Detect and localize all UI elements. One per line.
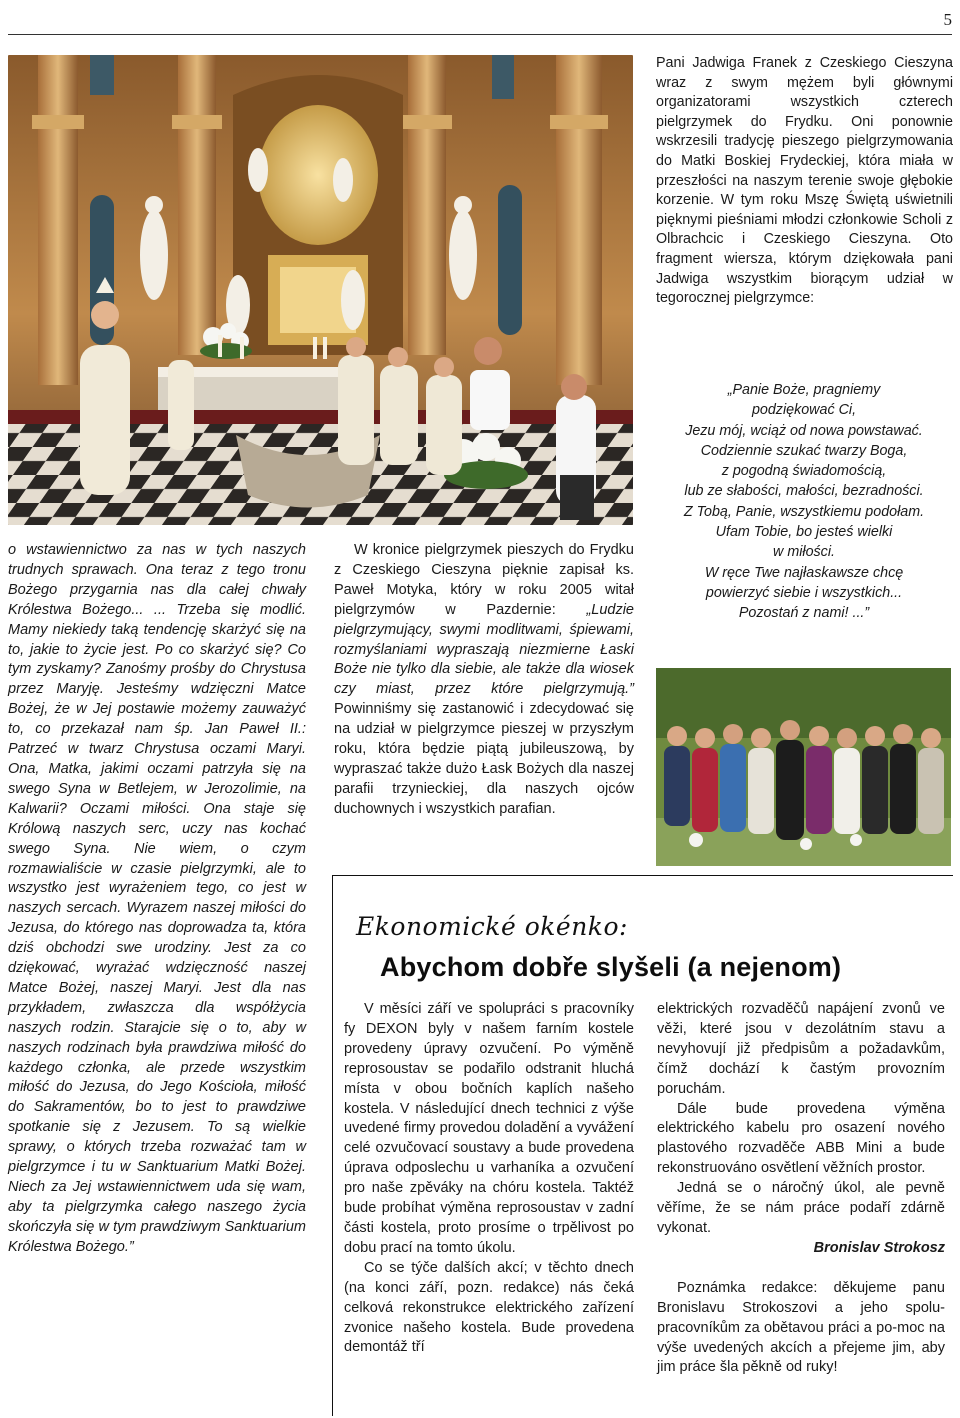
group-photo	[656, 668, 951, 866]
poem-line: W ręce Twe najłaskawsze chcę	[704, 564, 904, 581]
poem-line: Codziennie szukać twarzy Boga,	[700, 442, 908, 459]
poem	[650, 380, 958, 624]
section-headline: Abychom dobře slyšeli (a nejenom)	[380, 952, 842, 982]
section-paragraph: elektrických rozvaděčů napájení zvonů ve věži, které jsou v dezolátním stavu a nevyhovují již předpisům a požadavkům, čímž dochází k častým provozním poruchám.	[657, 1001, 945, 1097]
poem-line: powierzyć siebie i wszystkich...	[705, 584, 903, 601]
chronicle-column	[334, 541, 634, 820]
poem-line: z pogodną świadomością,	[721, 463, 887, 480]
poem-line: podziękować Ci,	[751, 402, 857, 419]
poem-line: Z Tobą, Panie, wszystkiemu podołam.	[683, 503, 925, 520]
page-number: 5	[943, 10, 952, 29]
chronicle-text-tail: Powinniśmy się zastanowić i zdecydować się na udział w pielgrzymce pieszej w przyszłym roku, która będzie piątą jubileuszową, by wypraszać także dużo Łask Bożych dla naszej parafii trzynieckiej, dla naszych ojców duchownych i wszystkich parafian.	[334, 701, 634, 817]
poem-line: Jezu mój, wciąż od nowa powstawać.	[685, 422, 923, 439]
section-paragraph: Jedná se o náročný úkol, ale pevně věříme, že se nám práce podaří zdárně vykonat.	[657, 1180, 945, 1236]
poem-line: Ufam Tobie, bo jesteś wielki	[715, 524, 893, 541]
poem-line: w miłości.	[773, 544, 835, 561]
section-paragraph: V měsíci září ve spolupráci s pracovníky fy DEXON byly v našem farním kostele provedeny úpravy ozvučení. Po výměně reprosoustav se podařilo odstranit hluchá místa v obou bočních kaplích našeho kostela. V následující dnech technici z výše uvedené firmy provedou doladění a vyvážení celé ozvučovací soustavy a bude provedena úprava odposlechu u varhaníka a ozvučení pro naše zpěváky na chóru kostela. Taktéž bude probíhat výměna reprosoustav v zadní části kostela, proto prosíme o trpělivost po dobu prací na tomto úkolu.	[344, 1001, 634, 1256]
section-paragraph: Co se týče dalších akcí; v těchto dnech (na konci září, pozn. redakce) nás čeká celková rekonstrukce elektrického zařízení zvonice našeho kostela. Bude provedena demontáž tří	[344, 1259, 634, 1356]
homily-column: o wstawiennictwo za nas w tych naszych trudnych sprawach. Ona teraz z tego tronu Bożego przygarnia nas dla całej chwały Królestwa Bożego... ... Trzeba się modlić. Mamy niekiedy taką tendencję skarżyć się na to, jakie to życie jest. Po co skarżyć się? Co tym zyskamy? Zanośmy prośby do Chrystusa przez Maryję. Jesteśmy wdzięczni Matce Bożej, że w Jej postawie możemy zauważyć to, co przekazał nam śp. Jan Paweł II.: Patrzeć w twarz Chrystusa oczami Maryi. Ona, Matka, jakimi oczami patrzyła się na swego Syna w Betlejem, w Jerozolimie, na Kalwarii? Oczami miłości. Ona staje się Królową naszych serc, uczy nas kochać swego Syna. Nie wiem, o czym rozmawialiście w czasie pielgrzymki, ale to wszystko jest wyrażeniem tego, co jest w naszych sercach. Wyrazem naszej miłości do Jezusa, do którego nas doprowadza ta, która dziś obchodzi swe urodziny. Jest za co dziękować, wyrażać wdzięczność naszej Matce Bożej, naszej Maryi. Jest dla nas przykładem, zwłaszcza dla współżycia naszych rodzin. Starajcie się o to, aby w naszych rodzinach była prawdziwa miłość do każdego członka, ale przede wszystkim miłość do Jezusa, do Jego Kościoła, miłość do Sakramentów, bo to jest to prawdziwe spotkanie się z Jezusem. To są wielkie sprawy, o których trzeba rozważać tam w pielgrzymce i tu w Sanktuarium Matki Bożej. Niech za Jej wstawiennictwem uda się wam, aby ta pielgrzymka całego naszego życia skończyła się w tym prawdziwym Sanktuarium Królestwa Bożego.”	[8, 542, 306, 1255]
section-paragraph: Dále bude provedena výměna elektrického kabelu pro osazení nového plastového rozvaděče ABB Mini a bude rekonstruováno osvětlení věžních prostor.	[657, 1100, 945, 1177]
section-column-1	[344, 1000, 634, 1358]
poem-line: „Panie Boże, pragniemy	[727, 382, 881, 398]
section-column-2	[657, 1000, 945, 1378]
altar-photo	[8, 55, 633, 525]
chronicle-text: W kronice pielgrzymek pieszych do Frydku z Czeskiego Cieszyna pięknie zapisał ks. Paweł Motyka, który w roku 2005 witał pielgrzymów w Pazdernie:	[334, 542, 634, 618]
group-photo-illustration	[656, 668, 951, 866]
article-author: Bronislav Strokosz	[813, 1239, 945, 1256]
altar-photo-illustration	[8, 55, 633, 525]
header-rule	[8, 34, 952, 35]
chronicle-quote: „Ludzie pielgrzymujący, swymi modlitwami, śpiewami, rozmyślaniami wypraszają niezmierne Łaski Boże nie tylko dla siebie, ale także dla wiosek czy miast, przez które pielgrzymują.”	[334, 601, 634, 698]
poem-line: Pozostań z nami! ...”	[738, 605, 870, 622]
intro-paragraph: Pani Jadwiga Franek z Czeskiego Cieszyna wraz z swym mężem byli głównymi organizatorami wszystkich czterech pielgrzymek do Frydku. Oni ponownie wskrzesili tradycję pieszego pielgrzymowania do Matki Boskiej Frydeckiej, która miała w przeszłości na naszym terenie swoje głębokie korzenie. W tym roku Mszę Świętą uświetnili pięknymi pieśniami młodzi członkowie Scholi z Olbrachcic i Czeskiego Cieszyna. Oto fragment wiersza, którym dziękowała pani Jadwiga wszystkim biorącym udział w tegorocznej pielgrzymce:	[656, 55, 953, 307]
section-label: Ekonomické okénko:	[356, 912, 628, 941]
poem-line: lub ze słabości, małości, bezradności.	[684, 483, 924, 500]
editor-note: Poznámka redakce: děkujeme panu Bronislavu Strokoszovi a jeho spolu-pracovníkům za obětavou práci a po-moc na výše uvedených akcích a přejeme jim, aby jim práce šla pěkně od ruky!	[657, 1279, 945, 1376]
